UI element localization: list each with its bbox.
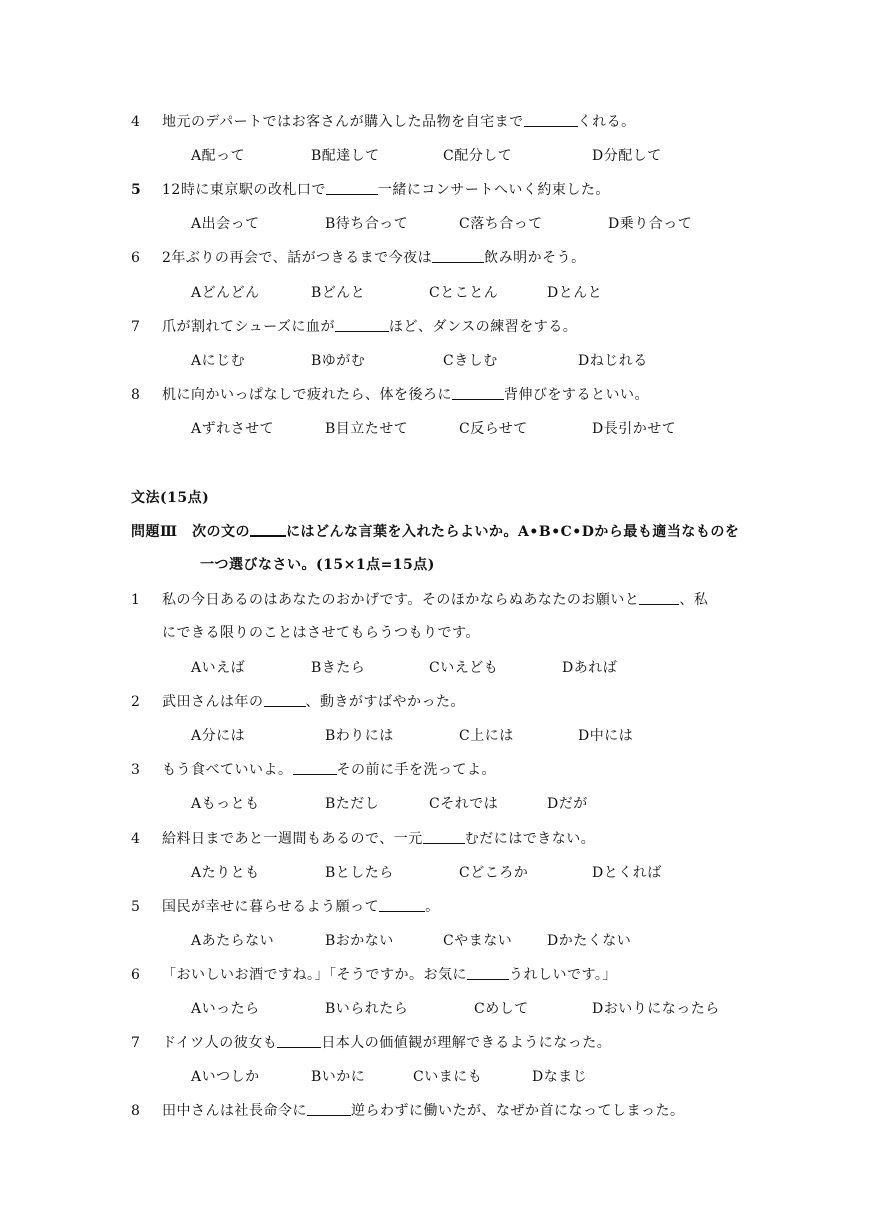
option-d: Dだが <box>547 796 588 812</box>
option-c: Cとことん <box>429 285 499 301</box>
question-number: 5 <box>131 899 140 915</box>
option-d: Dかたくない <box>547 933 632 949</box>
section-title: 文法(15点) <box>131 490 210 506</box>
answer-blank <box>277 1032 321 1048</box>
question-text: 地元のデパートではお客さんが購入した品物を自宅まで くれる。 <box>162 110 636 134</box>
option-b: Bいかに <box>311 1069 366 1085</box>
question-text: 国民が幸せに暮らせるよう願って 。 <box>162 895 440 919</box>
option-c: Cやまない <box>443 933 513 949</box>
option-d: Dなまじ <box>532 1069 588 1085</box>
option-c: C反らせて <box>459 421 528 437</box>
problem-label: 問題Ⅲ <box>131 524 178 540</box>
option-b: Bゆがむ <box>311 353 366 369</box>
option-c: Cどころか <box>459 865 529 881</box>
answer-blank <box>293 759 337 775</box>
question-number: 8 <box>131 1103 140 1119</box>
option-a: Aにじむ <box>191 353 246 369</box>
option-d: D長引かせて <box>592 421 677 437</box>
option-d: Dとくれば <box>592 865 662 881</box>
question-number: 1 <box>131 592 140 608</box>
question-text: 「おいしいお酒ですね。」「そうですか。お気に うれしいです。」 <box>162 963 617 987</box>
question-text: 武田さんは年の 、動きがすばやかった。 <box>162 690 465 714</box>
option-d: Dとんと <box>547 285 603 301</box>
option-d: D乗り合って <box>608 216 693 232</box>
option-a: A分には <box>191 728 246 744</box>
question-text: ドイツ人の彼女も 日本人の価値観が理解できるようになった。 <box>162 1031 611 1055</box>
answer-blank <box>524 111 578 127</box>
option-a: Aあたらない <box>191 933 275 949</box>
answer-blank <box>307 1100 351 1116</box>
question-number: 6 <box>131 967 140 983</box>
question-number: 6 <box>131 250 140 266</box>
option-a: Aいえば <box>191 660 246 676</box>
question-number: 4 <box>131 114 140 130</box>
answer-blank <box>423 828 465 844</box>
question-number: 7 <box>131 1035 140 1051</box>
instruction-blank <box>250 520 286 537</box>
instructions: 問題Ⅲ 次の文の にはどんな言葉を入れたらよいか。A•B•C•Dから最も適当なものを <box>131 520 739 544</box>
question-number: 5 <box>131 182 141 198</box>
option-b: Bきたら <box>311 660 366 676</box>
question-number: 3 <box>131 762 140 778</box>
answer-blank <box>326 179 378 195</box>
option-a: Aいつしか <box>191 1069 260 1085</box>
option-c: C落ち合って <box>459 216 543 232</box>
answer-blank <box>467 964 509 980</box>
option-b: Bわりには <box>325 728 394 744</box>
question-number: 8 <box>131 387 140 403</box>
option-b: Bいられたら <box>325 1001 409 1017</box>
option-a: A配って <box>191 148 246 164</box>
option-c: C上には <box>459 728 514 744</box>
option-a: Aもっとも <box>191 796 260 812</box>
question-text: 爪が割れてシューズに血が ほど、ダンスの練習をする。 <box>162 315 577 339</box>
option-b: Bとしたら <box>325 865 394 881</box>
question-text: 給料日まであと一週間もあるので、一元 むだにはできない。 <box>162 827 595 851</box>
option-a: Aいったら <box>191 1001 260 1017</box>
answer-blank <box>452 384 504 400</box>
option-d: D分配して <box>592 148 662 164</box>
question-number: 7 <box>131 319 140 335</box>
option-a: A出会って <box>191 216 260 232</box>
option-b: B目立たせて <box>325 421 409 437</box>
option-d: Dねじれる <box>578 353 648 369</box>
option-c: Cそれでは <box>429 796 499 812</box>
option-c: Cいまにも <box>413 1069 483 1085</box>
answer-blank <box>379 896 425 912</box>
instructions-line2: 一つ選びなさい。(15×1点=15点) <box>200 557 435 573</box>
question-text: 私の今日あるのはあなたのおかげです。そのほかならぬあなたのお願いと 、私 <box>162 588 708 612</box>
option-c: Cいえども <box>429 660 499 676</box>
option-a: Aたりとも <box>191 865 260 881</box>
answer-blank <box>335 316 389 332</box>
question-number: 2 <box>131 694 140 710</box>
option-c: Cめして <box>474 1001 529 1017</box>
option-d: Dおいりになったら <box>592 1001 720 1017</box>
question-number: 4 <box>131 831 140 847</box>
option-c: Cきしむ <box>443 353 498 369</box>
option-b: Bどんと <box>311 285 366 301</box>
option-d: D中には <box>578 728 634 744</box>
option-a: Aずれさせて <box>191 421 275 437</box>
answer-blank <box>264 691 306 707</box>
option-c: C配分して <box>443 148 513 164</box>
option-d: Dあれば <box>562 660 618 676</box>
question-text: 田中さんは社長命令に 逆らわずに働いたが、なぜか首になってしまった。 <box>162 1099 685 1123</box>
answer-blank <box>432 247 484 263</box>
question-text: 2年ぶりの再会で、話がつきるまで今夜は 飲み明かそう。 <box>162 246 586 270</box>
question-text: もう食べていいよ。 その前に手を洗ってよ。 <box>162 758 496 782</box>
option-b: B配達して <box>311 148 380 164</box>
question-text: 机に向かいっぱなしで疲れたら、体を後ろに 背伸びをするといい。 <box>162 383 649 407</box>
option-b: B待ち合って <box>325 216 409 232</box>
question-text: 12時に東京駅の改札口で 一緒にコンサートへいく約束した。 <box>162 178 610 202</box>
answer-blank <box>639 589 679 605</box>
option-b: Bただし <box>325 796 380 812</box>
option-a: Aどんどん <box>191 285 260 301</box>
document-page: 4 地元のデパートではお客さんが購入した品物を自宅まで くれる。 A配って B配達して C配分して D分配して 5 12時に東京駅の改札口で 一緒にコンサートへいく約束した。 A出会って B待ち合って C落ち合って D乗り合って 6 2年ぶりの再会で、話がつきるまで今夜は 飲み明かそう。 Aどんどん Bどんと Cとことん Dとんと 7 爪が割れてシューズに血が ほど、ダンスの練習をする。 Aにじむ Bゆがむ Cきしむ Dねじれる 8 机に向かいっぱなしで疲れたら、体を後ろに 背伸びをするといい。 Aずれさせて B目立たせて C反らせて D長引かせて 文法(15点) 問題Ⅲ 次の文の にはどんな言葉を入れたらよいか。A•B•C•Dから最も適当なものを 一つ選びなさい。(15×1点=15点) 1 私の今日あるのはあなたのおかげです。そのほかならぬあなたのお願いと 、私 にできる限りのことはさせてもらうつもりです。 Aいえば Bきたら Cいえども Dあれば 2 武田さんは年の 、動きがすばやかった。 A分には Bわりには C上には D中には 3 もう食べていいよ。 その前に手を洗ってよ。 Aもっとも Bただし Cそれでは Dだが 4 給料日まであと一週間もあるので、一元 むだにはできない。 Aたりとも Bとしたら Cどころか Dとくれば 5 国民が幸せに暮らせるよう願って 。 Aあたらない Bおかない Cやまない Dかたくない 6 「おいしいお酒ですね。」「そうですか。お気に うれしいです。」 Aいったら Bいられたら Cめして Dおいりになったら 7 ドイツ人の彼女も 日本人の価値観が理解できるようになった。 Aいつしか Bいかに Cいまにも Dなまじ 8 田中さんは社長命令に 逆らわずに働いたが、なぜか首になってしまった。 <box>0 0 869 1228</box>
option-b: Bおかない <box>325 933 394 949</box>
